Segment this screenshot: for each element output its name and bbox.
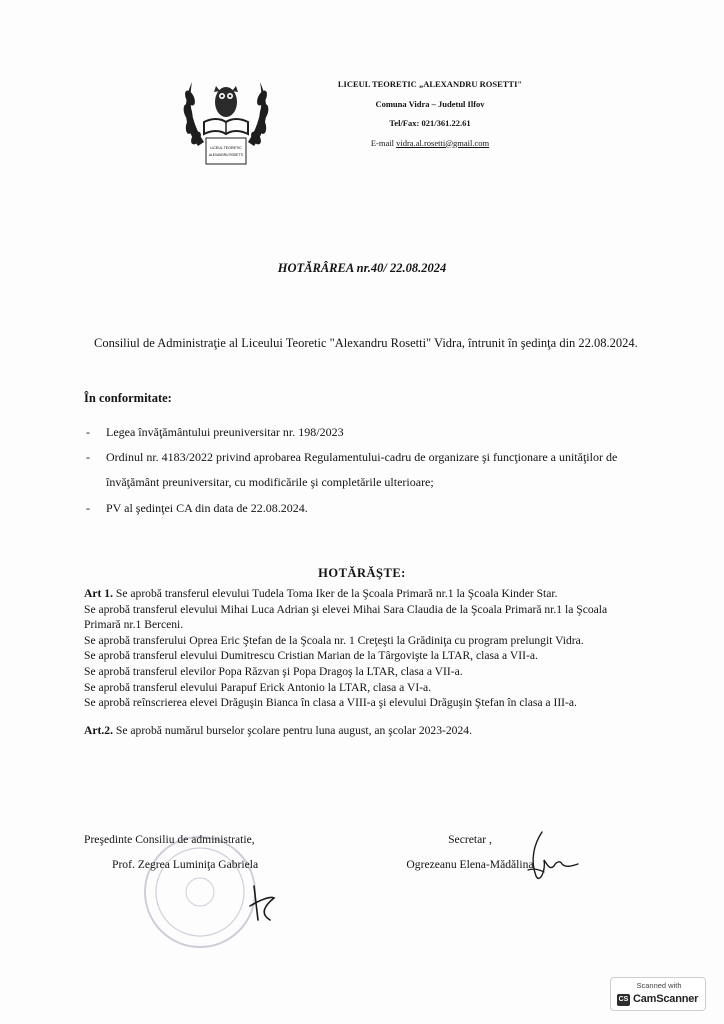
intro-text: Consiliul de Administraţie al Liceului Teoretic "Alexandru Rosetti" Vidra, întrunit în şedinţa din 22.08.2024. (94, 336, 638, 350)
article-2-line (84, 723, 644, 739)
school-phone: Tel/Fax: 021/361.22.61 (389, 118, 471, 128)
secretary-role: Secretar , (448, 833, 492, 846)
article-2-label: Art.2. (84, 723, 113, 737)
letterhead (300, 80, 560, 158)
camscanner-icon: CS (617, 994, 630, 1006)
president-name: Prof. Zegrea Luminiţa Gabriela (112, 858, 259, 871)
school-logo (178, 58, 274, 170)
school-email[interactable]: vidra.al.rosetti@gmail.com (396, 137, 490, 148)
article-1-line: Se aprobă transferul elevului Parapuf Erick Antonio la LTAR, clasa a VI-a. (84, 680, 432, 694)
camscanner-name: CamScanner (633, 993, 699, 1005)
article-1-line: Se aprobă reînscrierea elevei Drăguşin Bianca în clasa a VIII-a şi elevului Drăguşin Ştefan în clasa a III-a. (84, 696, 577, 710)
list-item: - Ordinul nr. 4183/2022 privind aprobarea Regulamentului-cadru de organizare şi funcţionare a unităţilor de învăţământ preuniversitar, cu modificările şi completările ulterioare; (84, 445, 644, 495)
secretary-signature (520, 830, 580, 890)
conformity-heading: În conformitate: (84, 391, 172, 405)
president-role: Preşedinte Consiliu de administratie, (84, 833, 255, 846)
article-1-line (84, 586, 644, 602)
decision-heading: HOTĂRĂŞTE: (318, 566, 406, 580)
scanned-with-label: Scanned with (636, 981, 682, 990)
logo-text-1: LICEUL TEORETIC (210, 146, 242, 150)
secretary-name: Ogrezeanu Elena-Mădălina (406, 858, 534, 871)
camscanner-watermark (610, 977, 706, 1011)
school-email-line (300, 139, 560, 148)
intro-paragraph (84, 331, 644, 356)
legal-basis-list (84, 420, 644, 521)
president-signature-block (84, 827, 258, 877)
articles (84, 586, 644, 738)
school-commune: Comuna Vidra – Judetul Ilfov (375, 98, 485, 109)
document-title: HOTĂRÂREA nr.40/ 22.08.2024 (277, 261, 447, 275)
article-1-line: Se aprobă transferul elevului Dumitrescu Cristian Marian de la Târgovişte la LTAR, clasa a VII-a. (84, 649, 538, 663)
list-item: - Legea învăţământului preuniversitar nr. 198/2023 (84, 420, 644, 445)
article-1-line: Se aprobă transferul elevului Mihai Luca Adrian şi elevei Mihai Sara Claudia de la Şcoala Primară nr.1 la Şcoala Primară nr.1 Berceni. (84, 602, 608, 632)
email-prefix: E-mail (370, 137, 397, 148)
article-1-line: Se aprobă transferului Oprea Eric Ştefan de la Şcoala nr. 1 Creţeşti la Grădiniţa cu program prelungit Vidra. (84, 633, 584, 647)
article-1-line: Se aprobă transferul elevilor Popa Răzvan şi Popa Dragoş la LTAR, clasa a VII-a. (84, 664, 463, 678)
president-signature (240, 880, 290, 930)
list-item: - PV al şedinţei CA din data de 22.08.2024. (84, 496, 644, 521)
school-name: LICEUL TEORETIC „ALEXANDRU ROSETTI" (337, 79, 523, 89)
logo-text-2: ALEXANDRU ROSETTI (208, 153, 244, 157)
article-1-label: Art 1. (84, 587, 113, 600)
article-2-text: Se aprobă numărul burselor şcolare pentru luna august, an şcolar 2023-2024. (112, 723, 472, 737)
article-1-text: Se aprobă transferul elevului Tudela Toma Iker de la Şcoala Primară nr.1 la Şcoala Kinder Star. (112, 587, 558, 600)
